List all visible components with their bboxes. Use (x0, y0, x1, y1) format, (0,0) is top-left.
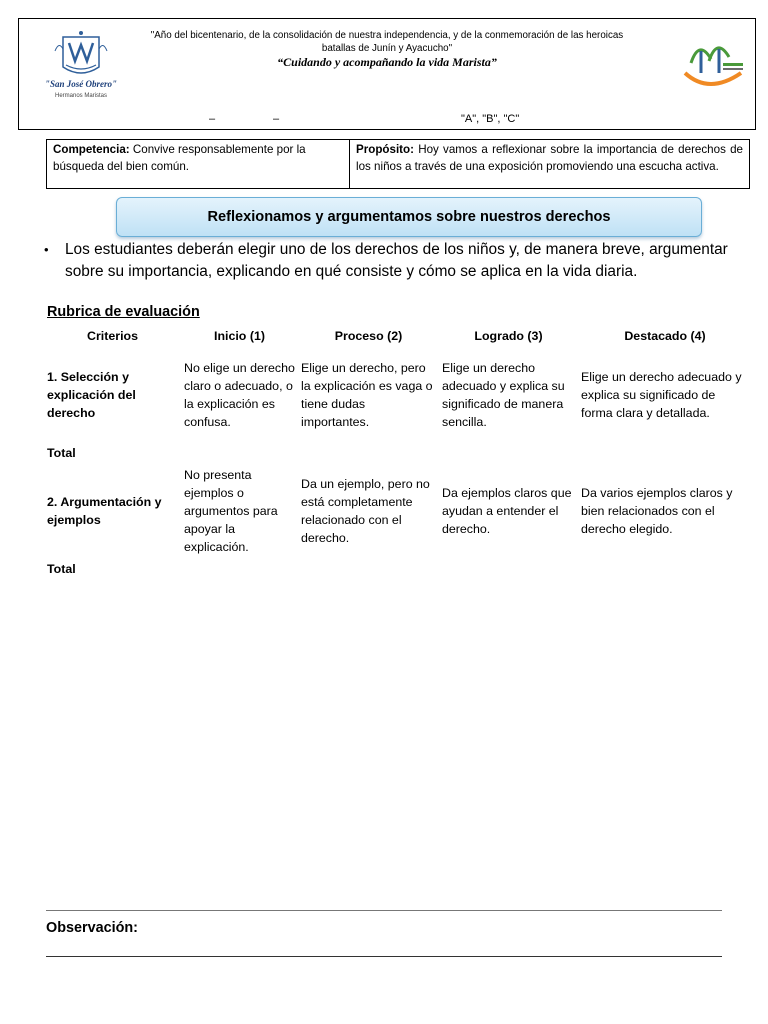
divider-line (46, 910, 722, 911)
destacado-cell: Elige un derecho adecuado y explica su significado de forma clara y detallada. (581, 370, 742, 420)
header-criterios: Criterios (87, 329, 138, 343)
anniversary-text: "Año del bicentenario, de la consolidación de nuestra independencia, y de la conmemoración de las heroicas batallas de Junín y Ayacucho" (150, 30, 624, 54)
criterio-cell: 2. Argumentación y ejemplos (47, 495, 162, 527)
total-row (44, 559, 752, 579)
inicio-cell: No elige un derecho claro o adecuado, o la explicación es confusa. (184, 361, 295, 429)
logrado-cell: Da ejemplos claros que ayudan a entender el derecho. (442, 486, 572, 536)
header-destacado: Destacado (4) (624, 329, 706, 343)
total-label: Total (47, 562, 76, 576)
proposito-text: Hoy vamos a reflexionar sobre la importancia de derechos de los niños a través de una exposición promoviendo una escucha activa. (356, 143, 743, 173)
header-inicio: Inicio (1) (214, 329, 265, 343)
instruction-text: Los estudiantes deberán elegir uno de los derechos de los niños y, de manera breve, argumentar sobre su importancia, explicando en qué consiste y cómo se aplica en la vida diaria. (65, 241, 728, 280)
instruction-item (44, 239, 744, 282)
rubric-title: Rubrica de evaluación (47, 304, 200, 320)
banner-title: Reflexionamos y argumentamos sobre nuestros derechos (207, 209, 611, 225)
competencia-text: Convive responsablemente por la búsqueda del bien común. (53, 143, 306, 173)
bullet-icon: • (44, 242, 49, 257)
title-banner (116, 197, 702, 237)
header-proceso: Proceso (2) (334, 329, 403, 343)
date-dash-2: – (273, 113, 280, 125)
proposito-label: Propósito: (356, 143, 414, 156)
motto-text: “Cuidando y acompañando la vida Marista” (277, 55, 497, 69)
school-logo-icon (33, 27, 129, 101)
marist-logo-icon (679, 33, 747, 95)
sections-text: "A", "B", "C" (461, 113, 520, 125)
rubric-header-row (44, 325, 752, 347)
total-row (44, 443, 752, 463)
date-dash-1: – (209, 113, 216, 125)
header-logrado: Logrado (3) (474, 329, 543, 343)
competencia-label: Competencia: (53, 143, 130, 156)
header-box (18, 18, 756, 130)
logo-subtitle: Hermanos Maristas (54, 93, 108, 99)
observacion-line (46, 956, 722, 957)
table-row (44, 347, 752, 443)
observacion-label: Observación: (46, 920, 138, 936)
competencia-cell (47, 140, 350, 188)
rubric-table (44, 325, 752, 579)
destacado-cell: Da varios ejemplos claros y bien relacionados con el derecho elegido. (581, 486, 733, 536)
logrado-cell: Elige un derecho adecuado y explica su significado de manera sencilla. (442, 361, 565, 429)
competencia-proposito-table (46, 139, 750, 189)
proceso-cell: Elige un derecho, pero la explicación es vaga o tiene dudas importantes. (301, 361, 433, 429)
proposito-cell (350, 140, 749, 188)
total-label: Total (47, 446, 76, 460)
logo-school-name: "San José Obrero" (45, 79, 117, 89)
table-row (44, 463, 752, 559)
proceso-cell: Da un ejemplo, pero no está completamente relacionado con el derecho. (301, 477, 430, 545)
inicio-cell: No presenta ejemplos o argumentos para apoyar la explicación. (184, 468, 278, 554)
criterio-cell: 1. Selección y explicación del derecho (47, 370, 136, 420)
